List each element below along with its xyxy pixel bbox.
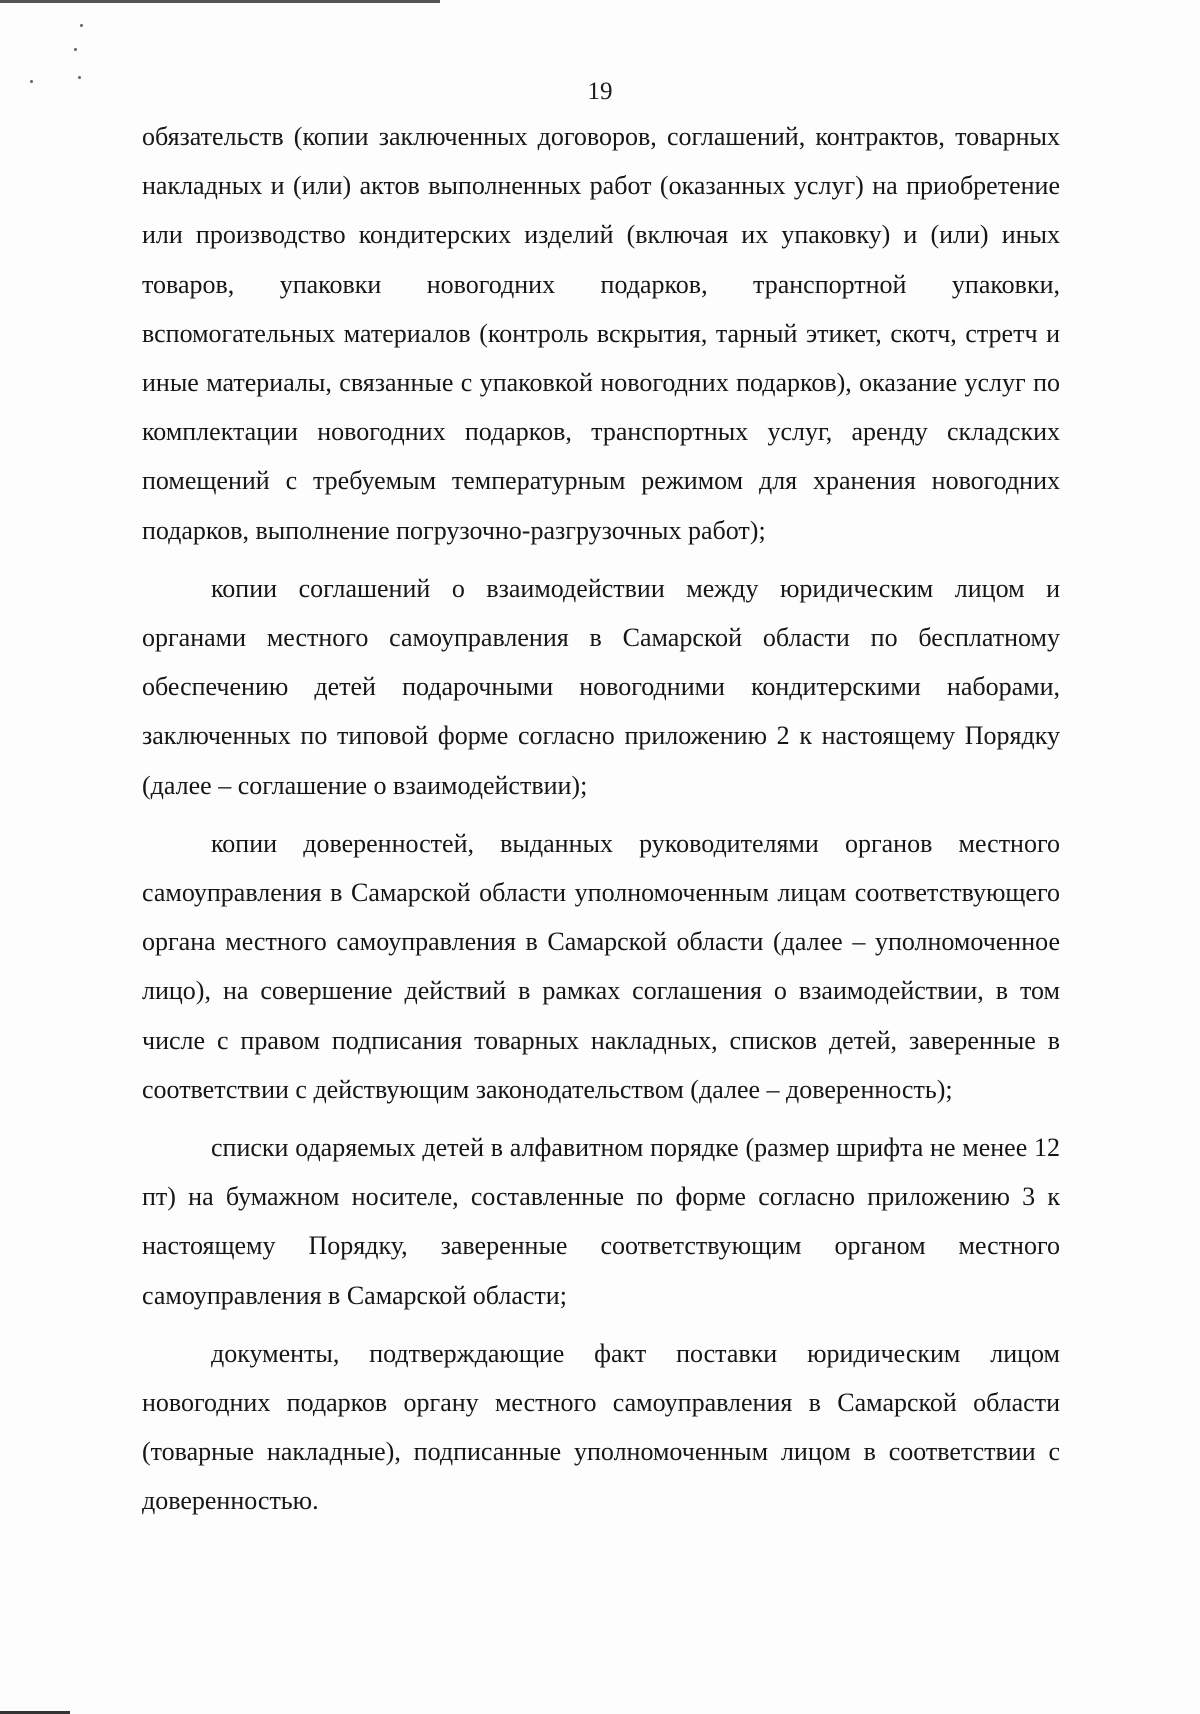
page-number: 19 xyxy=(587,78,613,105)
paragraph-agreements: копии соглашений о взаимодействии между юридическим лицом и органами местного самоуправления в Самарской области по бесплатному обеспечению детей подарочными новогодними кондитерскими наборами, заключенных по типовой форме согласно приложению 2 к настоящему Порядку (далее – соглашение о взаимодействии); xyxy=(142,573,1060,800)
paragraph-continuation: обязательств (копии заключенных договоров, соглашений, контрактов, товарных накладных и (или) актов выполненных работ (оказанных услуг) на приобретение или производство кондитерских изделий (включая их упаковку) и (или) иных товаров, упаковки новогодних подарков, транспортной упаковки, вспомогательных материалов (контроль вскрытия, тарный этикет, скотч, стретч и иные материалы, связанные с упаковкой новогодних подарков), оказание услуг по комплектации новогодних подарков, транспортных услуг, аренду складских помещений с требуемым температурным режимом для хранения новогодних подарков, выполнение погрузочно-разгрузочных работ); xyxy=(142,122,1060,545)
scan-speck xyxy=(74,48,77,51)
document-body xyxy=(142,112,1060,1526)
scan-speck xyxy=(80,24,83,27)
paragraph-children-lists: списки одаряемых детей в алфавитном порядке (размер шрифта не менее 12 пт) на бумажном носителе, составленные по форме согласно приложению 3 к настоящему Порядку, заверенные соответствующим органом местного самоуправления в Самарской области; xyxy=(142,1133,1060,1310)
paragraph-delivery-documents: документы, подтверждающие факт поставки юридическим лицом новогодних подарков органу местного самоуправления в Самарской области (товарные накладные), подписанные уполномоченным лицом в соответствии с доверенностью. xyxy=(142,1338,1060,1516)
scan-edge-line xyxy=(0,0,440,3)
paragraph-powers-of-attorney: копии доверенностей, выданных руководителями органов местного самоуправления в Самарской области уполномоченным лицам соответствующего органа местного самоуправления в Самарской области (далее – уполномоченное лицо), на совершение действий в рамках соглашения о взаимодействии, в том числе с правом подписания товарных накладных, списков детей, заверенные в соответствии с действующим законодательством (далее – доверенность); xyxy=(142,828,1060,1104)
